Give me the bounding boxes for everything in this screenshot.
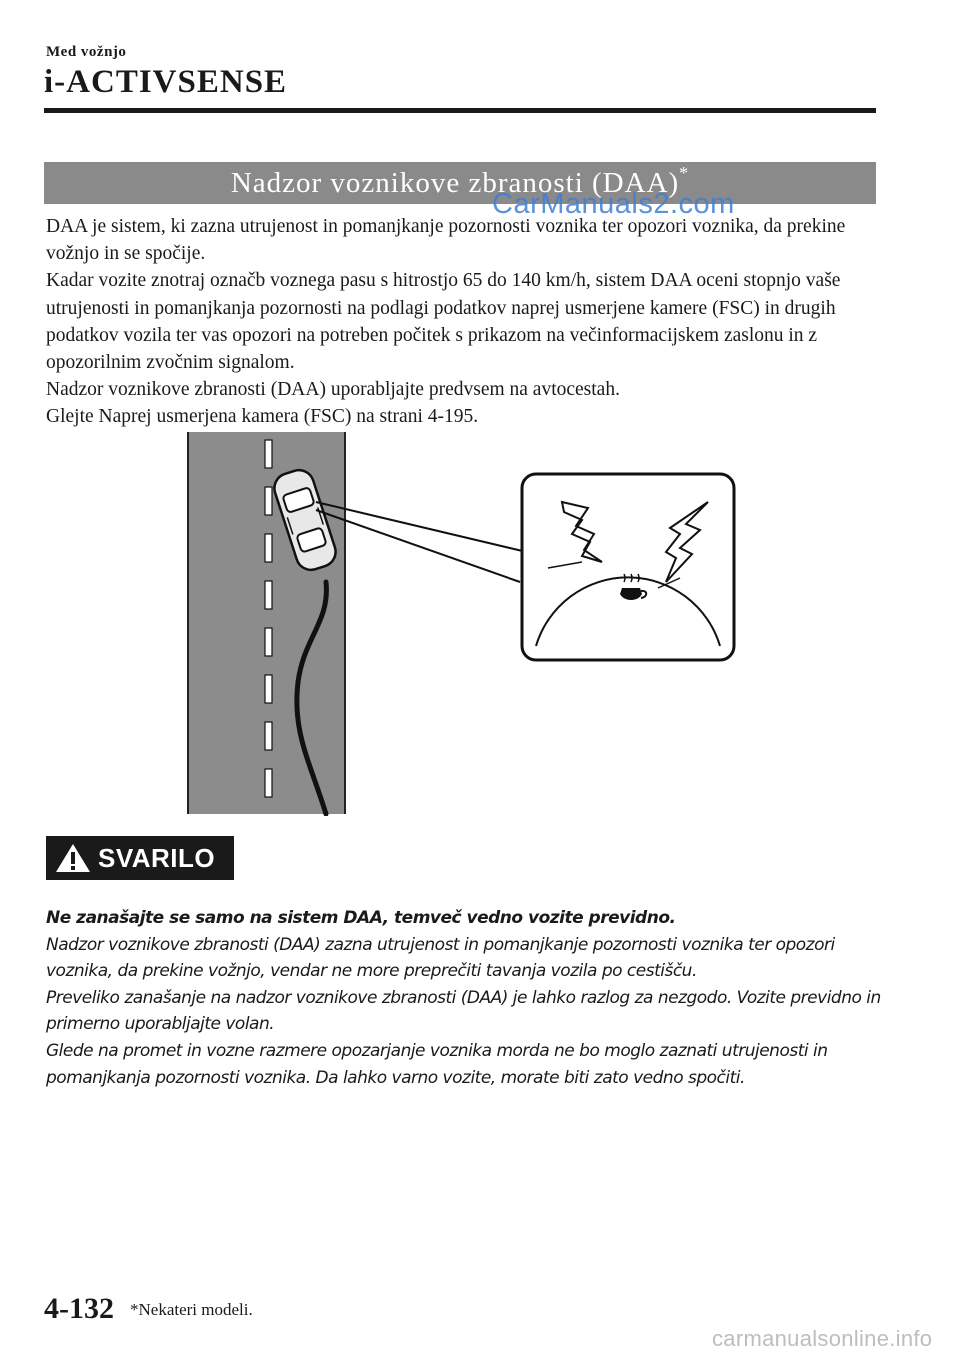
running-head: Med vožnjo	[46, 44, 127, 60]
section-title: Nadzor voznikove zbranosti (DAA)	[230, 167, 680, 199]
body-paragraph: Nadzor voznikove zbranosti (DAA) uporabljajte predvsem na avtocestah.	[46, 379, 620, 401]
body-text	[46, 213, 876, 431]
section-title-bar	[44, 162, 876, 204]
section-title-footnote-mark: *	[679, 163, 690, 183]
site-watermark[interactable]: carmanualsonline.info	[712, 1326, 933, 1351]
chapter-title: i-ACTIVSENSE	[44, 64, 288, 100]
warning-badge	[46, 836, 234, 880]
header-rule	[44, 108, 876, 113]
warning-paragraph: Nadzor voznikove zbranosti (DAA) zazna utrujenost in pomanjkanje pozornosti voznika ter opozori voznika, da prekine vožnjo, vendar ne more preprečiti tavanja vozila po cestišču.	[46, 934, 835, 982]
driver-display-popup	[522, 474, 734, 660]
warning-triangle-icon	[55, 843, 91, 873]
warning-lead: Ne zanašajte se samo na sistem DAA, temveč vedno vozite previdno.	[46, 908, 676, 928]
daa-illustration	[180, 432, 740, 816]
footnote: *Nekateri modeli.	[130, 1300, 253, 1319]
warning-paragraph: Glede na promet in vozne razmere opozarjanje voznika morda ne bo moglo zaznati utrujenosti in pomanjkanja pozornosti voznika. Da lahko varno vozite, morate biti zato vedno spočiti.	[46, 1040, 828, 1088]
page-number: 4-132	[44, 1292, 114, 1325]
body-paragraph: Kadar vozite znotraj označb voznega pasu s hitrostjo 65 do 140 km/h, sistem DAA oceni stopnjo vaše utrujenosti in pomanjkanja pozornosti na podlagi podatkov naprej usmerjene kamere (FSC) in drugih podatkov vozila ter vas opozori na potreben počitek s prikazom na večinformacijskem zaslonu in z opozorilnim zvočnim signalom.	[46, 270, 841, 374]
warning-label: SVARILO	[98, 843, 216, 873]
body-paragraph: Glejte Naprej usmerjena kamera (FSC) na strani 4-195.	[46, 406, 479, 428]
callout-lines	[316, 502, 552, 582]
warning-paragraph: Preveliko zanašanje na nadzor voznikove zbranosti (DAA) je lahko razlog za nezgodo. Vozite previdno in primerno uporabljajte volan.	[46, 987, 881, 1035]
body-paragraph: DAA je sistem, ki zazna utrujenost in pomanjkanje pozornosti voznika ter opozori voznika, da prekine vožnjo in se spočije.	[46, 216, 846, 265]
warning-text	[46, 905, 882, 1091]
watermark[interactable]: CarManuals2.com	[492, 188, 735, 220]
